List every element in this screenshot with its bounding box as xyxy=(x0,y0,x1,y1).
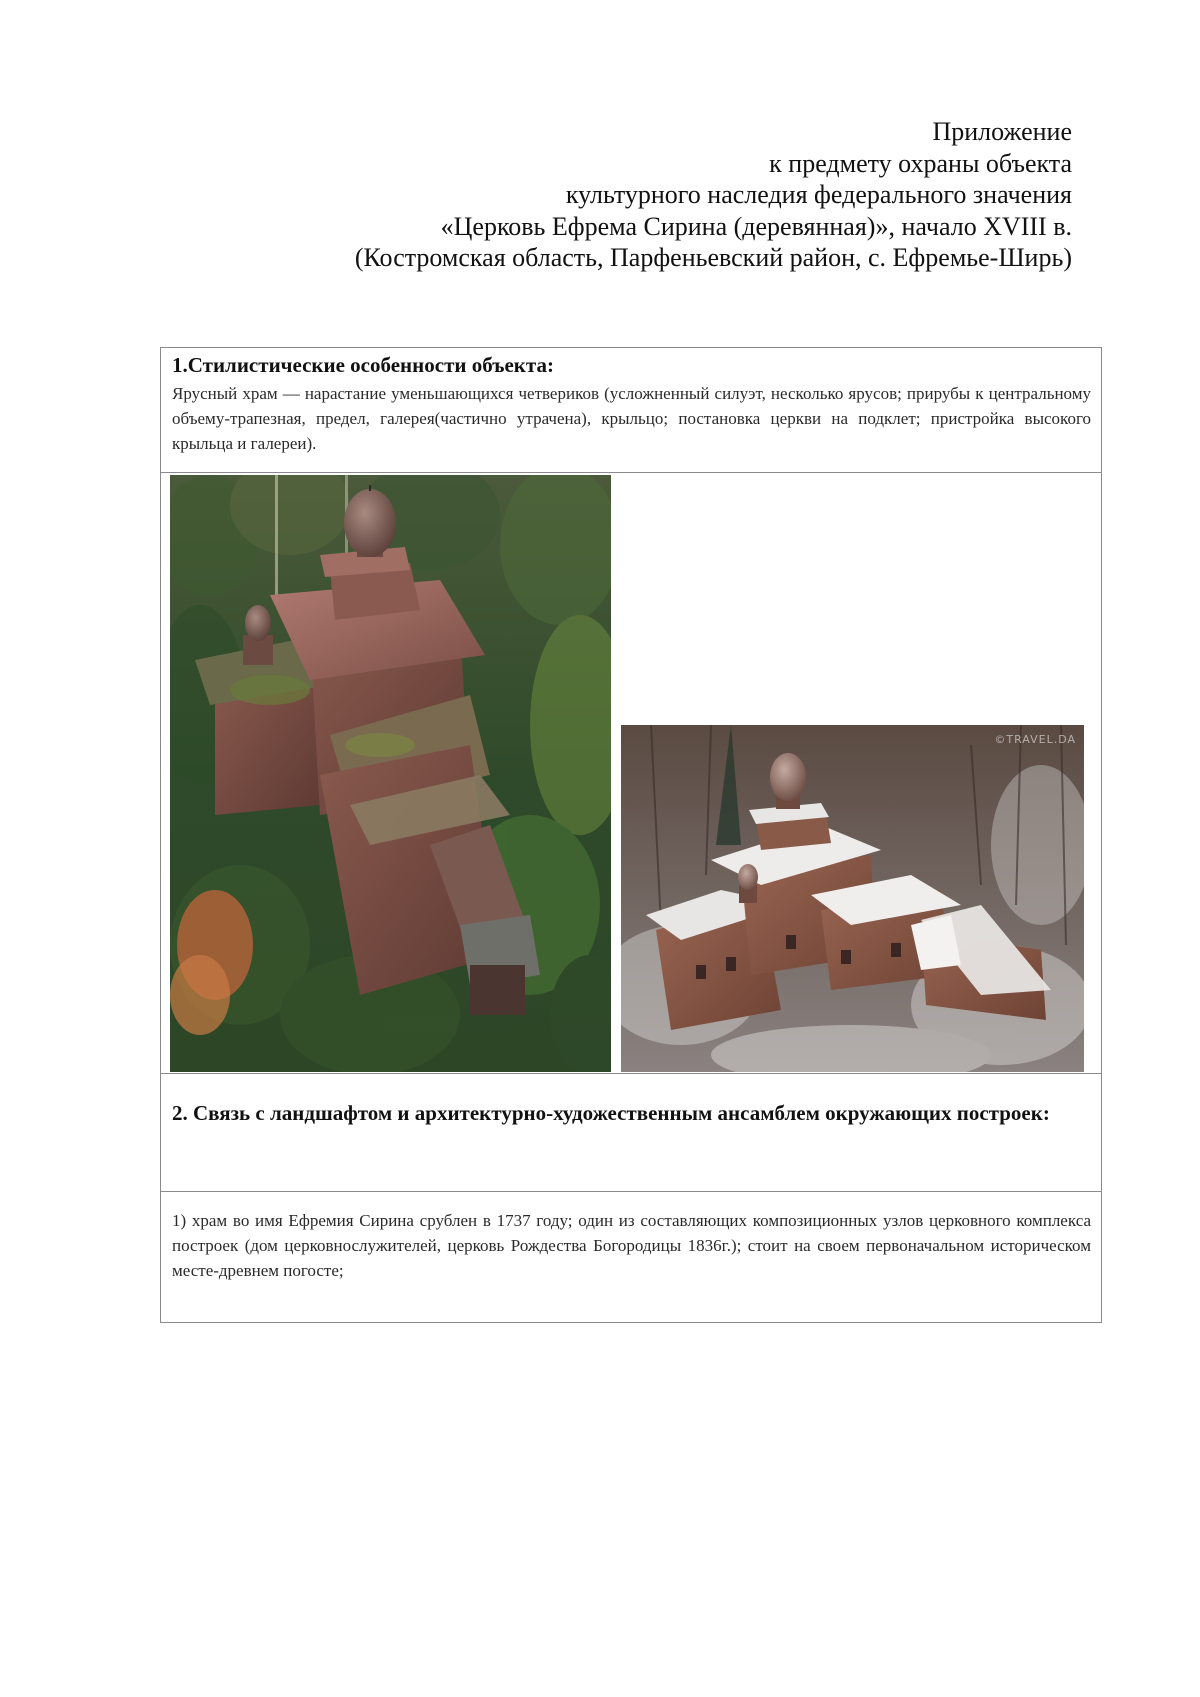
photo-watermark: ©TRAVEL.DA xyxy=(994,733,1076,746)
header-line-5: (Костромская область, Парфеньевский район, с. Ефремье-Ширь) xyxy=(354,243,1072,272)
summer-aerial-church-photo xyxy=(170,475,611,1072)
section-2-text: 1) храм во имя Ефремия Сирина срублен в 1737 году; один из составляющих композиционных узлов церковного комплекса построек (дом церковнослужителей, церковь Рождества Богородицы 1836г.); стоит на своем первоначальном историческом месте-древнем погосте; xyxy=(172,1211,1091,1280)
section-2-text-row xyxy=(161,1192,1101,1324)
header-line-4: «Церковь Ефрема Сирина (деревянная)», начало XVIII в. xyxy=(440,211,1072,241)
section-2-title: 2. Связь с ландшафтом и архитектурно-художественным ансамблем окружающих построек: xyxy=(172,1101,1050,1125)
header-line-1: Приложение xyxy=(932,117,1072,146)
winter-aerial-church-photo xyxy=(621,725,1084,1072)
section-1-text: Ярусный храм — нарастание уменьшающихся четвериков (усложненный силуэт, несколько ярусов; прирубы к центральному объему-трапезная, предел, галерея(частично утрачена), крыльцо; постановка церкви на подклет; пристройка высокого крыльца и галереи). xyxy=(172,384,1091,453)
section-1-title: 1.Стилистические особенности объекта: xyxy=(172,353,554,377)
photos-row xyxy=(161,473,1101,1074)
section-1-row xyxy=(161,348,1101,473)
protection-subject-table xyxy=(160,347,1102,1323)
header-line-3: культурного наследия федерального значения xyxy=(565,180,1072,209)
header-line-2: к предмету охраны объекта xyxy=(769,148,1072,178)
document-header xyxy=(172,116,1072,274)
section-2-title-row xyxy=(161,1074,1101,1192)
